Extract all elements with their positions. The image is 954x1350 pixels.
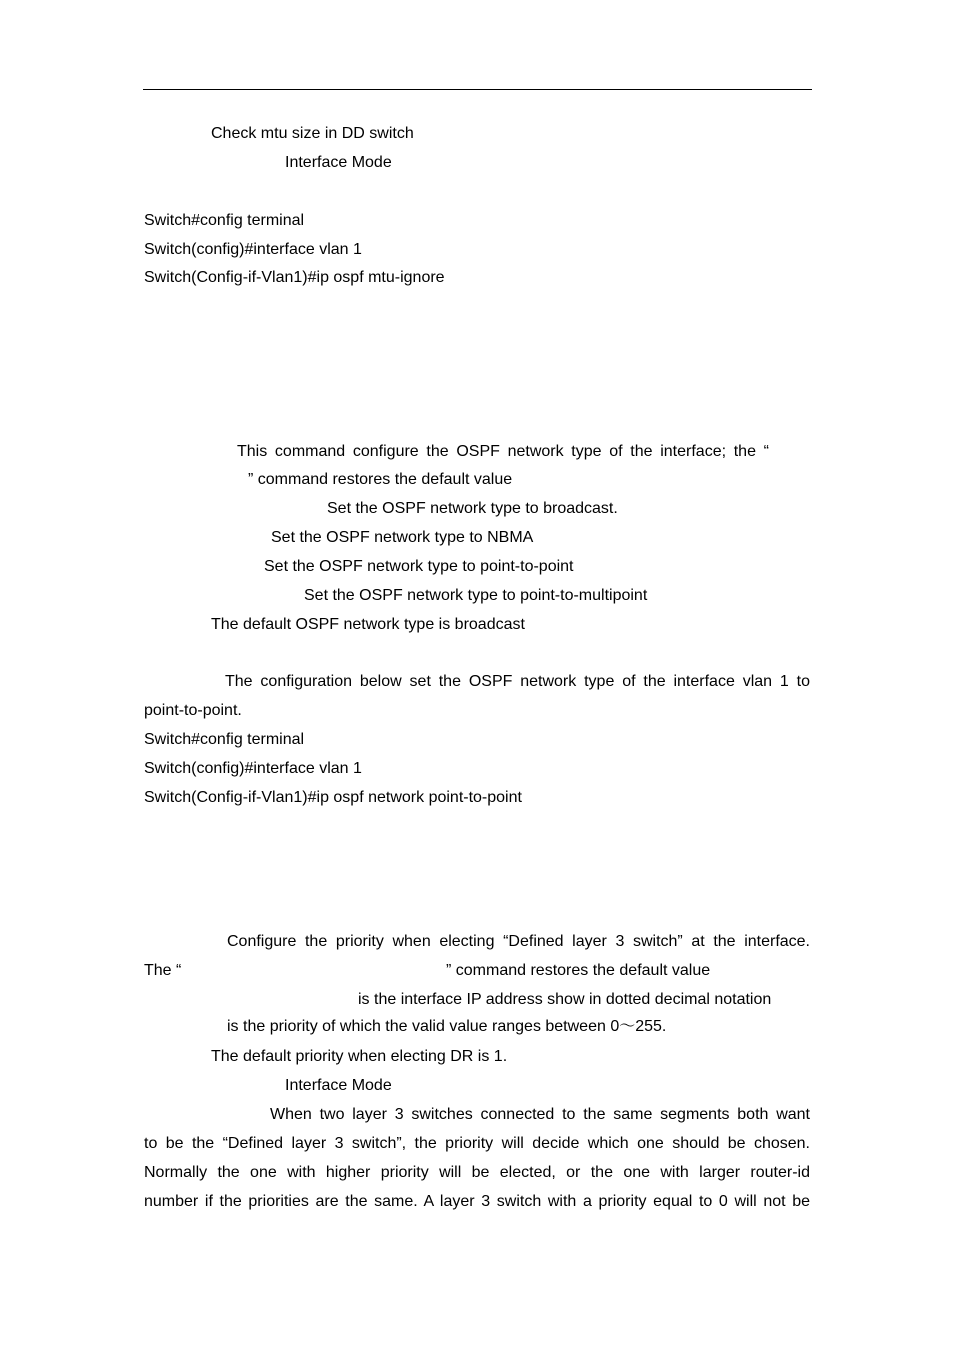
s3-usage-line-4: number if the priorities are the same. A layer 3 switch with a priority equal to 0 will not be: [144, 1193, 810, 1210]
s1-mode-text: Interface Mode: [285, 154, 392, 171]
s3-usage-line-3: Normally the one with higher priority will be elected, or the one with larger router-id: [144, 1164, 810, 1181]
s3-param-priority: is the priority of which the valid value ranges between 0～255.: [227, 1018, 667, 1035]
s3-function-line-2b: ” command restores the default value: [446, 962, 711, 979]
s1-example-line-3: Switch(Config-if-Vlan1)#ip ospf mtu-ignore: [144, 269, 445, 286]
s3-usage-line-1: When two layer 3 switches connected to the same segments both want: [270, 1106, 810, 1123]
s2-example-line-1: Switch#config terminal: [144, 731, 305, 748]
s3-param-address: is the interface IP address show in dotted decimal notation: [358, 991, 772, 1008]
s2-function-line-2: ” command restores the default value: [248, 471, 513, 488]
s2-param-p2mp: Set the OSPF network type to point-to-multipoint: [304, 587, 648, 604]
s1-example-line-1: Switch#config terminal: [144, 212, 305, 229]
s3-function-line-1: Configure the priority when electing “Defined layer 3 switch” at the interface.: [227, 933, 810, 950]
s3-function-line-2a: The “: [144, 962, 182, 979]
s2-function-line-1: This command configure the OSPF network type of the interface; the “: [237, 443, 769, 460]
s2-example-line-3: Switch(Config-if-Vlan1)#ip ospf network point-to-point: [144, 789, 522, 806]
s2-param-nbma: Set the OSPF network type to NBMA: [271, 529, 534, 546]
s2-example-intro-line-1: The configuration below set the OSPF network type of the interface vlan 1 to: [225, 673, 810, 690]
s2-example-intro-line-2: point-to-point.: [144, 702, 242, 719]
s2-param-p2p: Set the OSPF network type to point-to-point: [264, 558, 574, 575]
s1-example-line-2: Switch(config)#interface vlan 1: [144, 241, 362, 258]
s3-default-text: The default priority when electing DR is 1.: [211, 1048, 508, 1065]
s2-example-line-2: Switch(config)#interface vlan 1: [144, 760, 362, 777]
s3-usage-line-2: to be the “Defined layer 3 switch”, the priority will decide which one should be chosen.: [144, 1135, 810, 1152]
s2-default-text: The default OSPF network type is broadcast: [211, 616, 525, 633]
s2-param-broadcast: Set the OSPF network type to broadcast.: [327, 500, 618, 517]
s1-function-text: Check mtu size in DD switch: [211, 125, 414, 142]
s3-mode-text: Interface Mode: [285, 1077, 392, 1094]
header-rule: [143, 89, 812, 90]
